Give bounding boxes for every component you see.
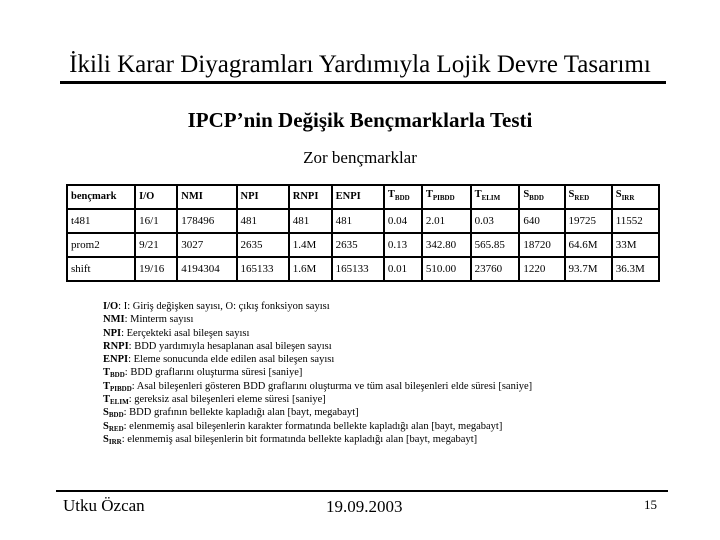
table-cell: 93.7M [565,257,612,281]
column-header: RNPI [289,185,332,209]
column-header: $T_{PIBDD}$ [422,185,471,209]
table-cell: 0.04 [384,209,422,233]
table-cell: 342.80 [422,233,471,257]
table-cell: 165133 [332,257,384,281]
table-cell: 19725 [565,209,612,233]
table-cell: 481 [332,209,384,233]
column-header: $T_{ELIM}$ [471,185,520,209]
page-number: 15 [644,497,657,512]
table-cell: 1220 [519,257,564,281]
table-cell: 64.6M [565,233,612,257]
table-cell: 2635 [237,233,289,257]
table-cell: 36.3M [612,257,659,281]
table-cell: 0.01 [384,257,422,281]
table-cell: 510.00 [422,257,471,281]
legend-item: $S_{BDD}$: BDD grafının bellekte kapladığı alan [bayt, megabayt] [103,407,359,420]
column-header: NPI [237,185,289,209]
table-cell: 9/21 [135,233,177,257]
legend-item: $T_{PIBDD}$: Asal bileşenleri gösteren BDD graflarını oluşturma ve tüm asal bileşenleri elde süresi [saniye] [103,380,533,393]
legend-item: NMI: Minterm sayısı [103,314,194,326]
benchmark-table [66,184,660,282]
section-heading: IPCP’nin Değişik Bençmarklarla Testi [187,108,533,132]
table-cell: t481 [67,209,135,233]
table-row [67,257,659,281]
footer-divider [56,490,668,492]
table-cell: 0.03 [471,209,520,233]
column-header: I/O [135,185,177,209]
slide-title: İkili Karar Diyagramları Yardımıyla Lojik Devre Tasarımı [69,51,651,78]
table-cell: 23760 [471,257,520,281]
column-header: bençmark [67,185,135,209]
table-cell: 565.85 [471,233,520,257]
column-header: $S_{RED}$ [565,185,612,209]
legend-item: NPI: Eerçekteki asal bileşen sayısı [103,327,250,339]
legend-item: $T_{BDD}$: BDD graflarını oluşturma süresi [saniye] [103,367,303,380]
legend-item: ENPI: Eleme sonucunda elde edilen asal bileşen sayısı [103,354,335,366]
table-cell: 165133 [237,257,289,281]
table-cell: 11552 [612,209,659,233]
table-cell: 640 [519,209,564,233]
table-cell: 481 [289,209,332,233]
table-cell: 178496 [177,209,236,233]
table-cell: shift [67,257,135,281]
column-header: NMI [177,185,236,209]
table-cell: 4194304 [177,257,236,281]
table-header-row [67,185,659,209]
legend-item: RNPI: BDD yardımıyla hesaplanan asal bileşen sayısı [103,340,332,352]
table-cell: 33M [612,233,659,257]
table-cell: 2.01 [422,209,471,233]
table-row [67,209,659,233]
legend-item: $T_{ELIM}$: gereksiz asal bileşenleri eleme süresi [saniye] [103,394,326,407]
table-cell: 19/16 [135,257,177,281]
column-header: $T_{BDD}$ [384,185,422,209]
legend-item: $S_{RED}$: elenmemiş asal bileşenlerin karakter formatında bellekte kapladığı alan [bayt, megabayt] [103,420,503,433]
footer-author: Utku Özcan [63,496,145,515]
column-header: ENPI [332,185,384,209]
legend-item: $S_{IRR}$: elenmemiş asal bileşenlerin bit formatında bellekte kapladığı alan [bayt, megabayt] [103,433,478,446]
column-header: $S_{BDD}$ [519,185,564,209]
table-cell: 481 [237,209,289,233]
table-row [67,233,659,257]
column-header: $S_{IRR}$ [612,185,659,209]
table-cell: 2635 [332,233,384,257]
table-cell: 0.13 [384,233,422,257]
table-cell: 1.6M [289,257,332,281]
table-cell: 16/1 [135,209,177,233]
table-cell: 18720 [519,233,564,257]
legend-item: I/O: I: Giriş değişken sayısı, O: çıkış fonksiyon sayısı [103,301,330,312]
table-cell: 1.4M [289,233,332,257]
table-cell: prom2 [67,233,135,257]
table-cell: 3027 [177,233,236,257]
footer-date: 19.09.2003 [326,497,403,516]
title-divider [60,81,666,84]
legend-list [103,300,663,446]
table-caption: Zor bençmarklar [303,148,417,167]
